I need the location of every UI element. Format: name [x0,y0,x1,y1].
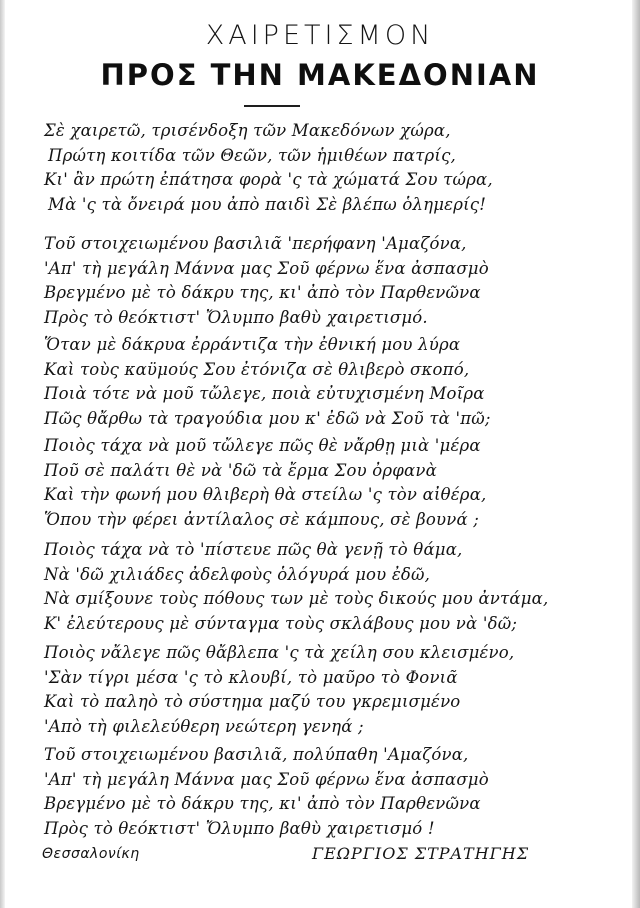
title-line-1: ΧΑΙΡΕΤΙΣΜΟΝ [205,20,435,51]
poem-line: Ποιὸς νἄλεγε πῶς θἄβλεπα 'ς τὰ χείλη σου κλεισμένο, [44,643,515,662]
poem-line: 'Απὸ τὴ φιλελεύθερη νεώτερη γενηά ; [44,716,364,736]
scan-edge-right [632,0,640,908]
poem-line: Πρὸς τὸ θεόκτιστ' Ὄλυμπο βαθὺ χαιρετισμό. [44,307,428,327]
poem-line: Μὰ 'ς τὰ ὄνειρά μου ἀπὸ παιδὶ Σὲ βλέπω ὁλημερίς! [48,194,487,214]
title-divider [244,105,300,107]
poem-line: 'Σὰν τίγρι μέσα 'ς τὸ κλουβί, τὸ μαῦρο τὸ Φονιᾶ [44,667,458,687]
poem-line: Νὰ σμίξουνε τοὺς πόθους των μὲ τοὺς δικούς μου ἀντάμα, [44,589,549,608]
poem-line: Ὅταν μὲ δάκρυα ἐρράντιζα τὴν ἐθνική μου λύρα [44,335,461,354]
poem-line: Καὶ τὸ παληὸ τὸ σύστημα μαζύ του γκρεμισμένο [44,692,461,711]
stanza-2 [44,232,604,330]
poem-line: Βρεγμένο μὲ τὸ δάκρυ της, κι' ἀπὸ τὸν Παρθενῶνα [44,794,481,813]
poem-line: Βρεγμένο μὲ τὸ δάκρυ της, κι' ἀπὸ τὸν Παρθενῶνα [44,283,481,302]
stanza-6 [44,641,604,739]
poem-line: Κ' ἐλεύτερους μὲ σύνταγμα τοὺς σκλάβους μου νὰ 'δῶ; [44,613,518,633]
poem-line: 'Απ' τὴ μεγάλη Μάννα μας Σοῦ φέρνω ἕνα ἀσπασμὸ [44,258,489,278]
poem-line: Καὶ τοὺς καϋμούς Σου ἐτόνιζα σὲ θλιβερὸ σκοπό, [44,359,470,379]
poem-line: Πρὸς τὸ θεόκτιστ' Ὄλυμπο βαθὺ χαιρετισμό ! [44,818,435,838]
poem-line: Κι' ἂν πρώτη ἐπάτησα φορὰ 'ς τὰ χώματά Σου τώρα, [44,170,493,189]
stanza-1 [44,119,604,217]
poem-line: Ποιὰ τότε νὰ μοῦ τὤλεγε, ποιὰ εὐτυχισμένη Μοῖρα [44,384,485,403]
poem-line: Τοῦ στοιχειωμένου βασιλιᾶ 'περήφανη 'Αμαζόνα, [44,234,467,253]
poem-line: Πῶς θἄρθω τὰ τραγούδια μου κ' ἐδῶ νὰ Σοῦ τὰ 'πῶ; [44,408,491,428]
poem-line: Καὶ τὴν φωνή μου θλιβερὴ θὰ στείλω 'ς τὸν αἰθέρα, [44,485,487,504]
poem-line: Ποιὸς τάχα νὰ μοῦ τὤλεγε πῶς θὲ νἄρθῃ μιὰ 'μέρα [44,436,481,455]
poem-line: Νὰ 'δῶ χιλιάδες ἀδελφοὺς ὁλόγυρά μου ἐδῶ, [44,564,431,584]
stanza-7 [44,743,604,841]
place-signature: Θεσσαλονίκη [42,846,140,862]
title-line-2: ΠΡΟΣ ΤΗΝ ΜΑΚΕΔΟΝΙΑΝ [100,58,540,92]
scan-edge-left [0,0,5,908]
poem-line: Πρώτη κοιτίδα τῶν Θεῶν, τῶν ἡμιθέων πατρίς, [48,145,456,165]
poem-line: Ποῦ σὲ παλάτι θὲ νὰ 'δῶ τὰ ἔρμα Σου ὀρφανὰ [44,460,437,480]
poem-line: Σὲ χαιρετῶ, τρισένδοξη τῶν Μακεδόνων χώρα, [44,121,451,140]
poem-line: Τοῦ στοιχειωμένου βασιλιᾶ, πολύπαθη 'Αμαζόνα, [44,745,469,764]
stanza-3 [44,333,604,431]
author-signature: ΓΕΩΡΓΙΟΣ ΣΤΡΑΤΗΓΗΣ [312,844,530,863]
stanza-5 [44,538,604,636]
stanza-4 [44,434,604,532]
poem-line: Ὅπου τὴν φέρει ἀντίλαλος σὲ κάμπους, σὲ βουνά ; [44,509,479,529]
poem-line: 'Απ' τὴ μεγάλη Μάννα μας Σοῦ φέρνω ἕνα ἀσπασμὸ [44,769,489,789]
poem-line: Ποιὸς τάχα νὰ τὸ 'πίστευε πῶς θὰ γενῇ τὸ θάμα, [44,540,463,559]
